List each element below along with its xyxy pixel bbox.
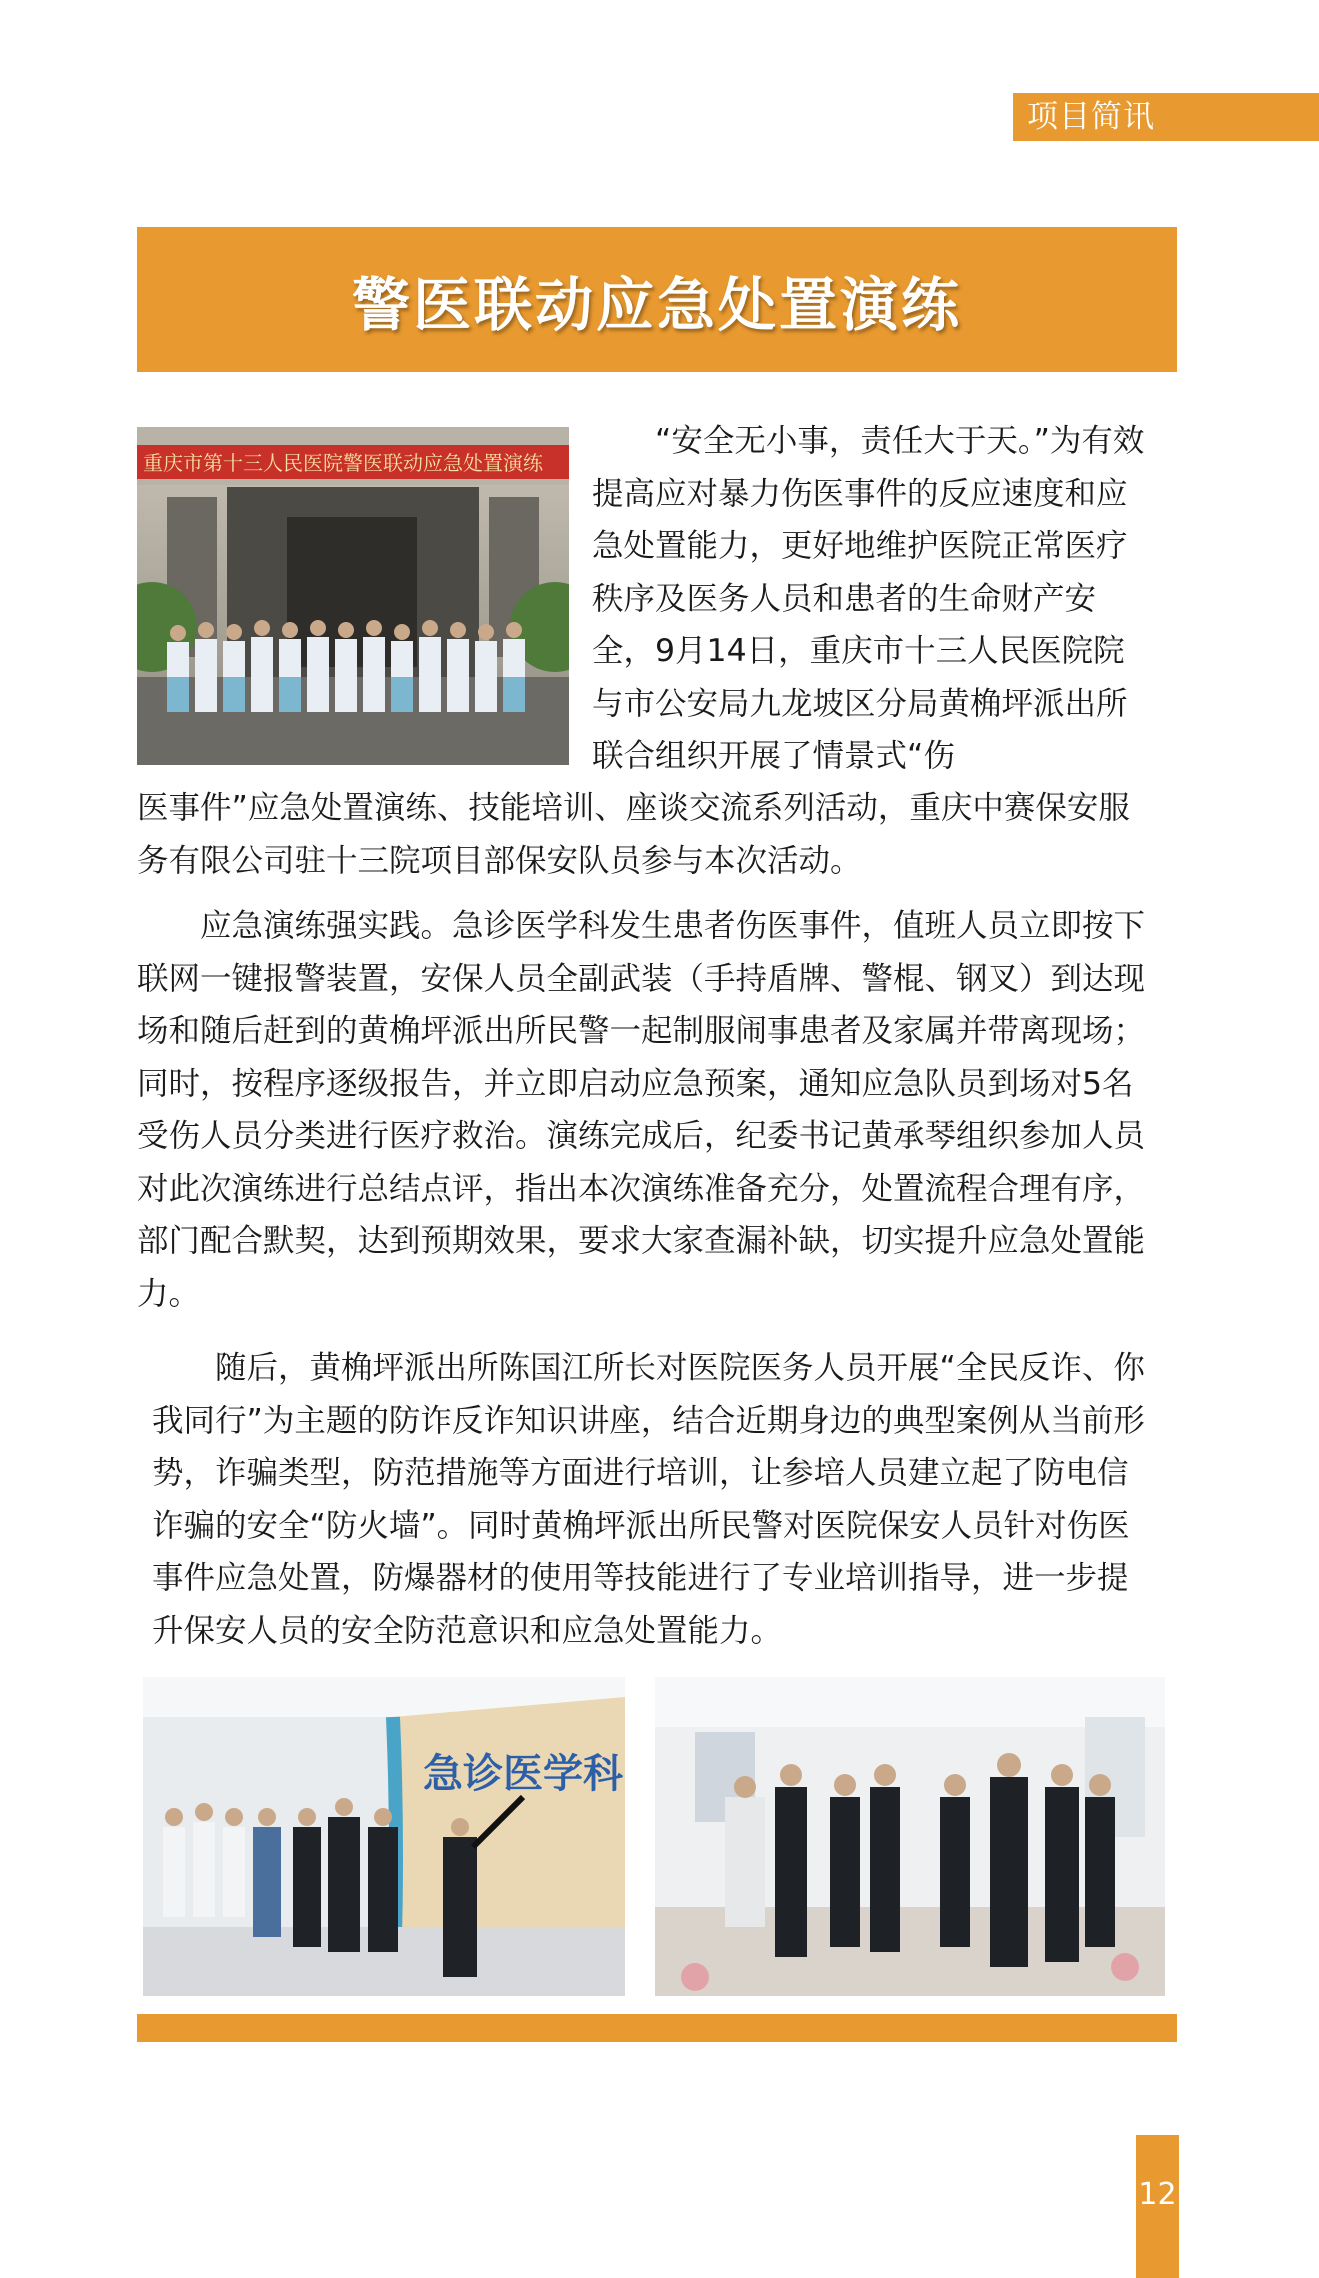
page-number: 12 [1136,2135,1179,2278]
intro-paragraph-continued: 医事件”应急处置演练、技能培训、座谈交流系列活动，重庆中赛保安服务有限公司驻十三院项目部保安队员参与本次活动。 [137,790,1130,879]
emergency-sign-text: 急诊医学科 [423,1751,623,1797]
bottom-accent-bar [137,2014,1177,2042]
title-banner [137,227,1177,372]
article-title: 警医联动应急处置演练 [351,270,962,339]
training-paragraph: 随后，黄桷坪派出所陈国江所长对医院医务人员开展“全民反诈、你我同行”为主题的防诈反诈知识讲座，结合近期身边的典型案例从当前形势，诈骗类型，防范措施等方面进行培训，让参培人员建立起了防电信诈骗的安全“防火墙”。同时黄桷坪派出所民警对医院保安人员针对伤医事件应急处置，防爆器材的使用等技能进行了专业培训指导，进一步提升保安人员的安全防范意识和应急处置能力。 [152,1350,1145,1649]
intro-paragraph: “安全无小事，责任大于天。”为有效提高应对暴力伤医事件的反应速度和应急处置能力，更好地维护医院正常医疗秩序及医务人员和患者的生命财产安全，9月14日，重庆市十三人民医院院与市公安局九龙坡区分局黄桷坪派出所联合组织开展了情景式“伤 [592,423,1145,774]
group-photo [137,427,569,765]
banner-text: 重庆市第十三人民医院警医联动应急处置演练 [143,451,543,475]
drill-photo [143,1677,625,1996]
drill-paragraph: 应急演练强实践。急诊医学科发生患者伤医事件，值班人员立即按下联网一键报警装置，安保人员全副武装（手持盾牌、警棍、钢叉）到达现场和随后赶到的黄桷坪派出所民警一起制服闹事患者及家属并带离现场；同时，按程序逐级报告，并立即启动应急预案，通知应急队员到场对5名受伤人员分类进行医疗救治。演练完成后，纪委书记黄承琴组织参加人员对此次演练进行总结点评，指出本次演练准备充分，处置流程合理有序，部门配合默契，达到预期效果，要求大家查漏补缺，切实提升应急处置能力。 [137,908,1146,1312]
section-tag: 项目简讯 [1013,93,1319,141]
training-photo [655,1677,1165,1996]
